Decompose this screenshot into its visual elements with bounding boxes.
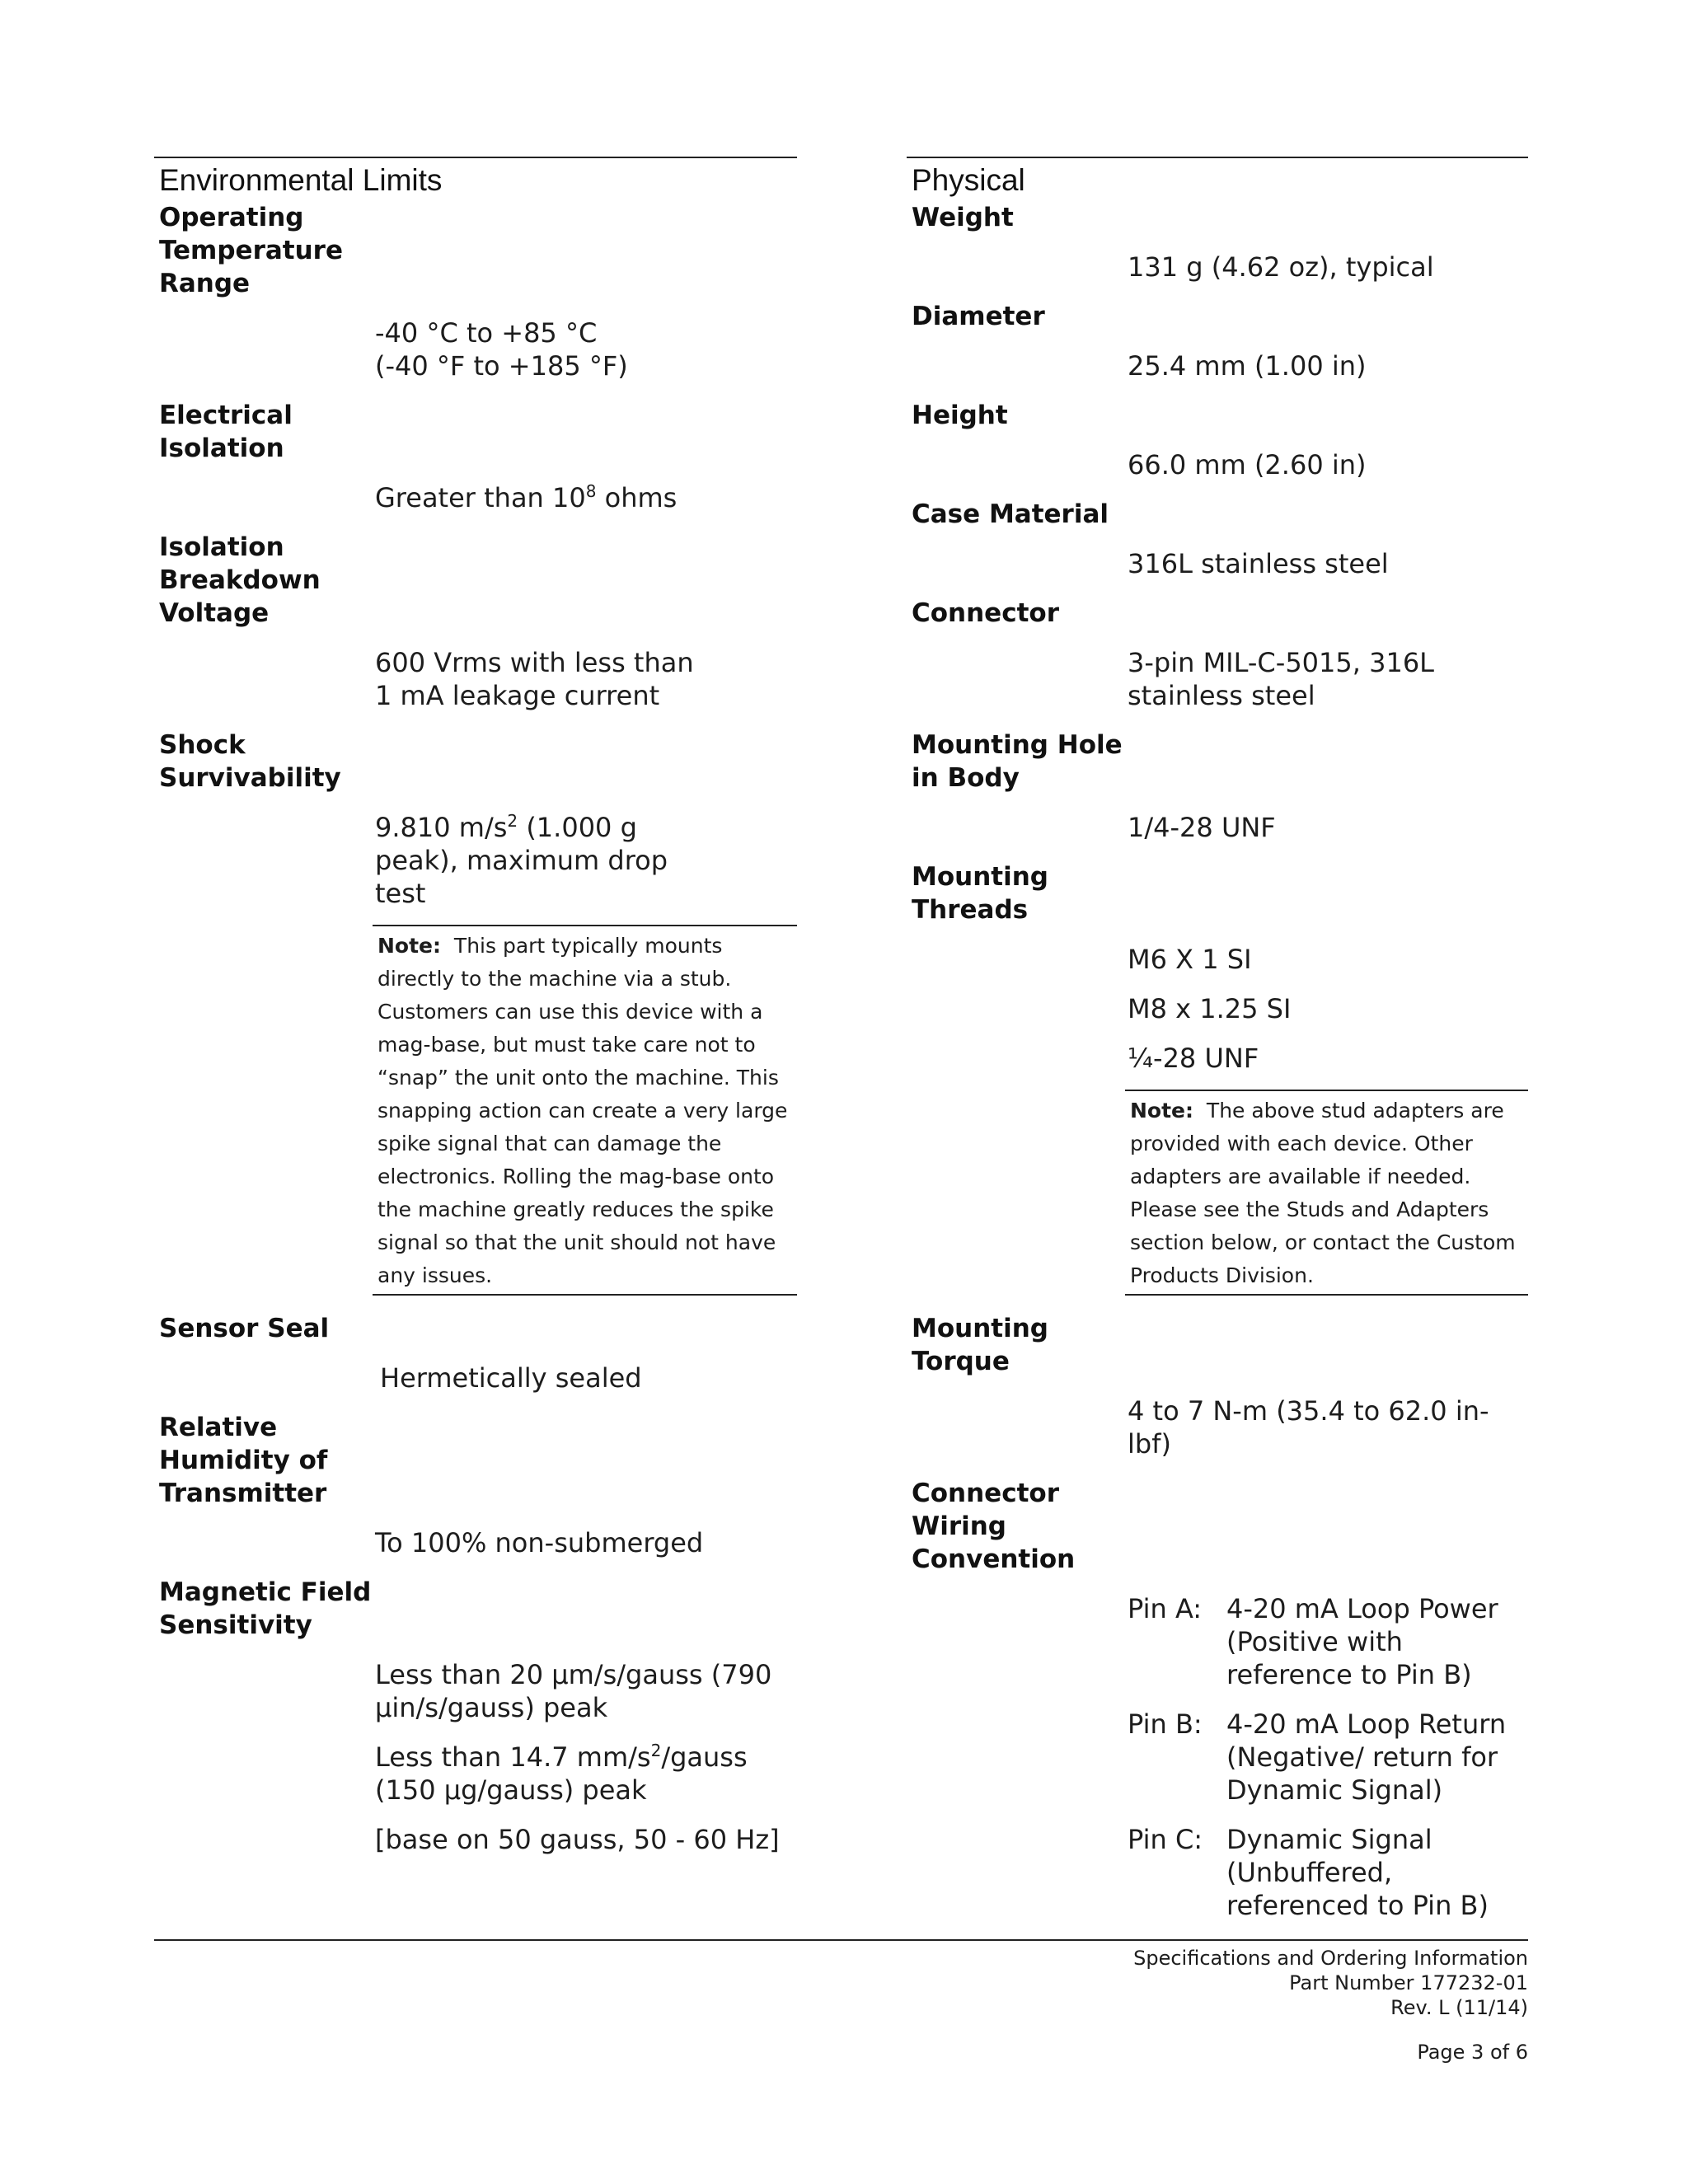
operating-temperature-label: Operating Temperature Range (159, 203, 343, 298)
environmental-limits-section (154, 157, 797, 1872)
pin-c-label: Pin C: (1128, 1824, 1203, 1855)
footer-part-number: Part Number 177232-01 (1289, 1971, 1528, 1994)
magnetic-field-value-3: [base on 50 gauss, 50 - 60 Hz] (375, 1824, 780, 1855)
note-text: This part typically mounts directly to the machine via a stub. Customers can use this device with a mag-base, but must take care not to “snap” the unit onto the machine. This snapping action can create a very large spike signal that can damage the electronics. Rolling the mag-base onto the machine greatly reduces the spike signal so that the unit should not have any issues. (377, 934, 788, 1287)
mounting-thread-1: M6 X 1 SI (1128, 944, 1252, 975)
section-divider (907, 157, 1528, 158)
diameter-value: 25.4 mm (1.00 in) (1128, 350, 1367, 382)
height-label: Height (912, 401, 1008, 430)
sensor-seal-value: Hermetically sealed (380, 1362, 642, 1394)
pin-c-text: Dynamic Signal (Unbuffered, referenced to Pin B) (1226, 1824, 1489, 1921)
mounting-threads-label: Mounting Threads (912, 862, 1048, 925)
sensor-seal-label: Sensor Seal (159, 1314, 330, 1343)
electrical-isolation-suffix: ohms (596, 482, 678, 513)
footer-doc-title: Specifications and Ordering Information (1133, 1947, 1528, 1970)
pin-a-row (1128, 1592, 1528, 1691)
magnetic-field-value-2 (375, 1741, 779, 1807)
mounting-thread-2: M8 x 1.25 SI (1128, 993, 1292, 1024)
pin-b-text: 4-20 mA Loop Return (Negative/ return for Dynamic Signal) (1226, 1708, 1507, 1806)
note-heading: Note: (377, 934, 442, 958)
mounting-torque-label: Mounting Torque (912, 1314, 1048, 1376)
pin-a-text: 4-20 mA Loop Power (Positive with reference to Pin B) (1226, 1593, 1498, 1690)
electrical-isolation-label: Electrical Isolation (159, 401, 293, 463)
section-divider (154, 157, 797, 158)
shock-survivability-value (375, 811, 705, 910)
electrical-isolation-prefix: Greater than 10 (375, 482, 586, 513)
relative-humidity-value: To 100% non-submerged (375, 1527, 704, 1558)
section-title: Physical (912, 163, 1025, 197)
magnetic-value-2-exponent: 2 (650, 1741, 662, 1760)
operating-temperature-fahrenheit: (-40 °F to +185 °F) (375, 350, 628, 382)
operating-temperature-value (375, 316, 797, 382)
shock-prefix: 9.810 m/s (375, 812, 508, 843)
pin-b-label: Pin B: (1128, 1708, 1203, 1740)
case-material-label: Case Material (912, 499, 1109, 529)
stud-adapters-note (1125, 1090, 1528, 1296)
note-heading: Note: (1130, 1099, 1194, 1122)
page-footer (154, 1939, 1528, 2064)
page-number: Page 3 of 6 (1417, 2041, 1528, 2064)
footer-revision: Rev. L (11/14) (1390, 1996, 1528, 2019)
mounting-note (373, 925, 797, 1296)
pin-a-label: Pin A: (1128, 1593, 1203, 1624)
connector-wiring-label: Connector Wiring Convention (912, 1479, 1076, 1574)
shock-suffix: (1.000 g peak), maximum drop test (375, 812, 668, 909)
relative-humidity-label: Relative Humidity of Transmitter (159, 1413, 328, 1508)
weight-value: 131 g (4.62 oz), typical (1128, 251, 1434, 283)
height-value: 66.0 mm (2.60 in) (1128, 449, 1367, 480)
isolation-breakdown-label: Isolation Breakdown Voltage (159, 532, 321, 628)
shock-exponent: 2 (507, 811, 518, 831)
operating-temperature-celsius: -40 °C to +85 °C (375, 317, 598, 349)
connector-value: 3-pin MIL-C-5015, 316L stainless steel (1128, 647, 1434, 711)
pin-b-row (1128, 1708, 1528, 1807)
connector-label: Connector (912, 598, 1059, 628)
mounting-hole-label: Mounting Hole in Body (912, 730, 1123, 793)
mounting-torque-value: 4 to 7 N-m (35.4 to 62.0 in-lbf) (1128, 1395, 1489, 1460)
magnetic-value-2-prefix: Less than 14.7 mm/s (375, 1741, 651, 1773)
magnetic-field-label: Magnetic Field Sensitivity (159, 1577, 372, 1640)
mounting-hole-value: 1/4-28 UNF (1128, 812, 1276, 843)
case-material-value: 316L stainless steel (1128, 548, 1389, 579)
note-text: The above stud adapters are provided with each device. Other adapters are available if needed. Please see the Studs and Adapters section below, or contact the Custom Products Division. (1130, 1099, 1516, 1287)
section-title: Environmental Limits (159, 163, 443, 197)
weight-label: Weight (912, 203, 1014, 232)
electrical-isolation-exponent: 8 (585, 481, 597, 501)
electrical-isolation-value (375, 481, 797, 514)
isolation-breakdown-value: 600 Vrms with less than 1 mA leakage current (375, 647, 694, 711)
physical-section (907, 157, 1528, 1938)
mounting-thread-3: ¼-28 UNF (1128, 1043, 1259, 1074)
diameter-label: Diameter (912, 302, 1045, 331)
magnetic-field-value-1: Less than 20 μm/s/gauss (790 μin/s/gauss) peak (375, 1659, 772, 1723)
pin-c-row (1128, 1823, 1528, 1922)
magnetic-value-2-suffix: /gauss (150 μg/gauss) peak (375, 1741, 748, 1806)
shock-survivability-label: Shock Survivability (159, 730, 341, 793)
